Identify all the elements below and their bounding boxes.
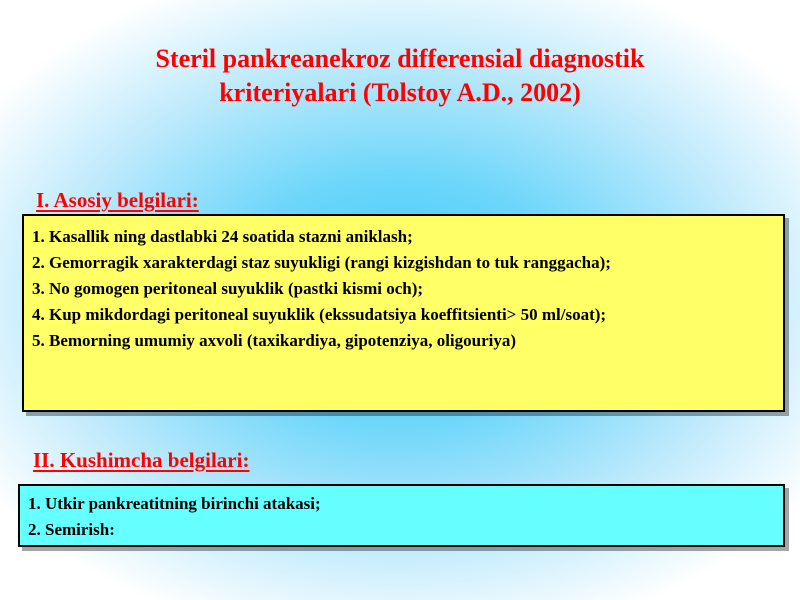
slide-title-line-2: kriteriyalari (Tolstoy A.D., 2002): [219, 78, 581, 107]
main-sign-item-3: 3. No gomogen peritoneal suyuklik (pastki kismi och);: [32, 279, 424, 298]
section-heading-main-signs: I. Asosiy belgilari:: [36, 188, 199, 212]
additional-signs-list: [28, 491, 777, 543]
main-signs-list: [32, 224, 777, 354]
main-sign-item-4: 4. Kup mikdordagi peritoneal suyuklik (ekssudatsiya koeffitsienti> 50 ml/soat);: [32, 305, 607, 324]
main-sign-item-5: 5. Bemorning umumiy axvoli (taxikardiya, gipotenziya, oligouriya): [32, 331, 517, 350]
additional-signs-box: [18, 484, 785, 547]
slide-title-line-1: Steril pankreanekroz differensial diagnostik: [155, 44, 645, 73]
section-heading-additional-signs: II. Kushimcha belgilari:: [33, 448, 250, 472]
main-sign-item-2: 2. Gemorragik xarakterdagi staz suyukligi (rangi kizgishdan to tuk ranggacha);: [32, 253, 611, 272]
main-signs-box: [22, 214, 785, 412]
additional-sign-item-1: 1. Utkir pankreatitning birinchi atakasi;: [28, 494, 321, 513]
slide-title: [60, 42, 740, 110]
main-sign-item-1: 1. Kasallik ning dastlabki 24 soatida stazni aniklash;: [32, 227, 413, 246]
additional-sign-item-2: 2. Semirish:: [28, 520, 115, 539]
